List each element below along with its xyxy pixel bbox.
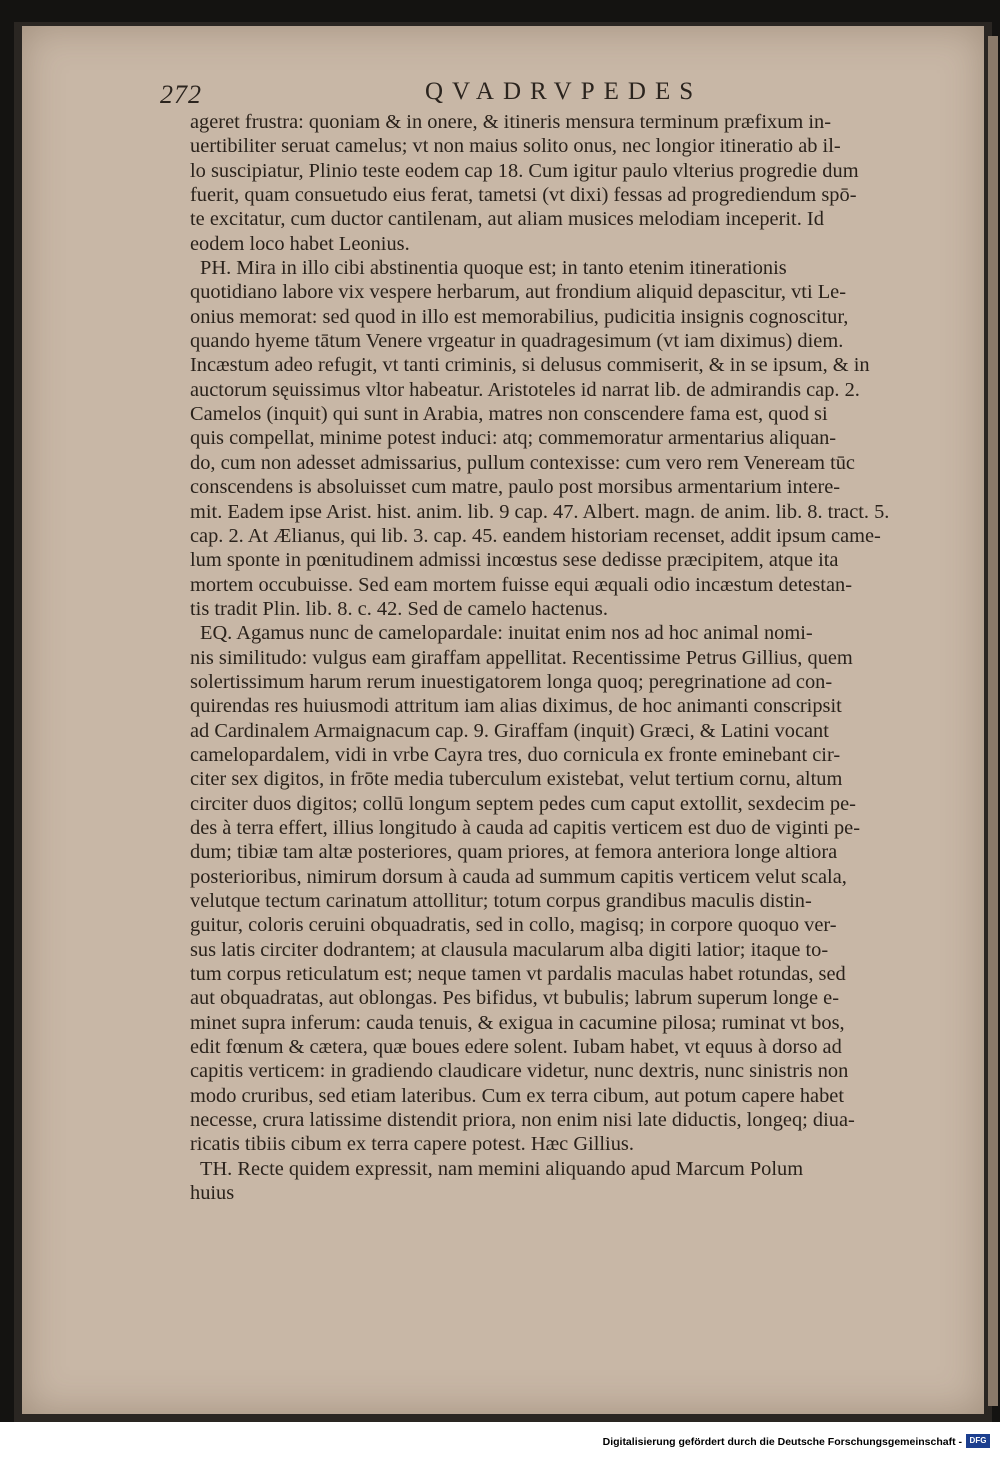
text-line: necesse, crura latissime distendit priora, non enim nisi late diductis, longeq; diua- xyxy=(190,1109,855,1132)
text-line: quis compellat, minime potest induci: atq; commemoratur armentarius aliquan- xyxy=(190,427,837,450)
text-line: aut obquadratas, aut oblongas. Pes bifidus, vt bubulis; labrum superum longe e- xyxy=(190,987,839,1010)
text-line: auctorum sęuissimus vltor habeatur. Aristoteles id narrat lib. de admirandis cap. 2. xyxy=(190,378,860,401)
body-text xyxy=(190,110,960,1205)
text-line: tum corpus reticulatum est; neque tamen vt pardalis maculas habet rotundas, sed xyxy=(190,963,846,986)
text-line: circiter duos digitos; collū longum septem pedes cum caput extollit, sexdecim pe- xyxy=(190,792,856,815)
text-line: ageret frustra: quoniam & in onere, & itineris mensura terminum præfixum in- xyxy=(190,111,832,133)
text-line: Camelos (inquit) qui sunt in Arabia, matres non conscendere fama est, quod si xyxy=(190,403,828,426)
text-line: eodem loco habet Leonius. xyxy=(190,232,410,255)
text-line: dum; tibiæ tam altæ posteriores, quam priores, at femora anteriora longe altiora xyxy=(190,841,838,864)
page-edge xyxy=(988,36,998,1406)
text-line: sus latis circiter dodrantem; at clausula macularum alba digiti latior; itaque to- xyxy=(190,938,829,961)
text-line: camelopardalem, vidi in vrbe Cayra tres, duo cornicula ex fronte eminebant cir- xyxy=(190,743,841,766)
text-line: lo suscipiatur, Plinio teste eodem cap 18. Cum igitur paulo vlterius progredie dum xyxy=(190,159,859,182)
text-line: te excitatur, cum ductor cantilenam, aut aliam musices melodiam inceperit. Id xyxy=(190,208,824,231)
text-line: do, cum non adesset admissarius, pullum contexisse: cum vero rem Veneream tūc xyxy=(190,451,855,474)
text-line: ricatis tibiis cibum ex terra capere potest. Hæc Gillius. xyxy=(190,1133,634,1156)
text-line: huius xyxy=(190,1182,235,1205)
text-line: fuerit, quam consuetudo eius ferat, tametsi (vt dixi) fessas ad progrediendum spō- xyxy=(190,184,857,207)
text-line: modo cruribus, sed etiam lateribus. Cum ex terra cibum, aut potum capere habet xyxy=(190,1084,844,1107)
text-line: citer sex digitos, in frōte media tuberculum existebat, velut tertium cornu, altum xyxy=(190,768,843,791)
text-line: conscendens is absoluisset cum matre, paulo post morsibus armentarium intere- xyxy=(190,476,841,499)
text-line: guitur, coloris ceruini obquadratis, sed in collo, magisq; in corpore quoquo ver- xyxy=(190,914,837,937)
text-line: velutque tectum carinatum attollitur; totum corpus grandibus maculis distin- xyxy=(190,890,812,912)
text-line: quando hyeme tātum Venere vrgeatur in quadragesimum (vt iam diximus) diem. xyxy=(190,330,844,353)
text-line: uertibiliter seruat camelus; vt non maius solito onus, nec longior itineratio ab il- xyxy=(190,135,841,158)
text-line: quirendas res huiusmodi attritum iam alias diximus, de hoc animanti conscripsit xyxy=(190,695,842,718)
footer-credit: Digitalisierung gefördert durch die Deutsche Forschungsgemeinschaft - xyxy=(602,1436,962,1448)
footer-bar xyxy=(0,1422,1000,1460)
text-line: nis similitudo: vulgus eam giraffam appellitat. Recentissime Petrus Gillius, quem xyxy=(190,646,853,669)
running-title: QVADRVPEDES xyxy=(425,78,703,105)
text-line: Incæstum adeo refugit, vt tanti criminis, si delusus commiserit, & in se ipsum, & in xyxy=(190,354,870,377)
text-line: TH. Recte quidem expressit, nam memini aliquando apud Marcum Polum xyxy=(200,1157,804,1180)
text-line: onius memorat: sed quod in illo est memorabilius, pudicitia insignis cognoscitur, xyxy=(190,305,849,328)
text-line: des à terra effert, illius longitudo à cauda ad capitis verticem est duo de viginti pe- xyxy=(190,816,861,839)
text-line: ad Cardinalem Armaignacum cap. 9. Giraffam (inquit) Græci, & Latini vocant xyxy=(190,719,829,742)
dfg-logo: DFG xyxy=(966,1434,990,1448)
text-line: mortem occubuisse. Sed eam mortem fuisse equi æquali odio incæstum detestan- xyxy=(190,573,852,596)
text-line: posterioribus, nimirum dorsum à cauda ad summum capitis verticem velut scala, xyxy=(190,865,847,888)
text-line: EQ. Agamus nunc de camelopardale: inuitat enim nos ad hoc animal nomi- xyxy=(200,622,813,645)
text-line: quotidiano labore vix vespere herbarum, aut frondium aliquid depascitur, vti Le- xyxy=(190,281,847,304)
text-line: capitis verticem: in gradiendo claudicare videtur, nunc dextris, nunc sinistris non xyxy=(190,1060,849,1083)
text-line: tis tradit Plin. lib. 8. c. 42. Sed de camelo hactenus. xyxy=(190,597,608,620)
text-line: PH. Mira in illo cibi abstinentia quoque est; in tanto etenim itinerationis xyxy=(200,257,787,280)
text-line: solertissimum harum rerum inuestigatorem longa quoq; peregrinatione ad con- xyxy=(190,670,833,693)
text-line: lum sponte in pœnitudinem admissi incœstus sese dedisse præcipitem, atque ita xyxy=(190,549,839,572)
page-number: 272 xyxy=(160,80,202,109)
text-line: edit fœnum & cætera, quæ boues edere solent. Iubam habet, vt equus à dorso ad xyxy=(190,1036,842,1059)
text-line: minet supra inferum: cauda tenuis, & exigua in cacumine pilosa; ruminat vt bos, xyxy=(190,1011,845,1034)
text-line: mit. Eadem ipse Arist. hist. anim. lib. 9 cap. 47. Albert. magn. de anim. lib. 8. tract. 5. xyxy=(190,500,890,523)
text-line: cap. 2. At Ælianus, qui lib. 3. cap. 45. eandem historiam recenset, addit ipsum came- xyxy=(190,524,881,547)
